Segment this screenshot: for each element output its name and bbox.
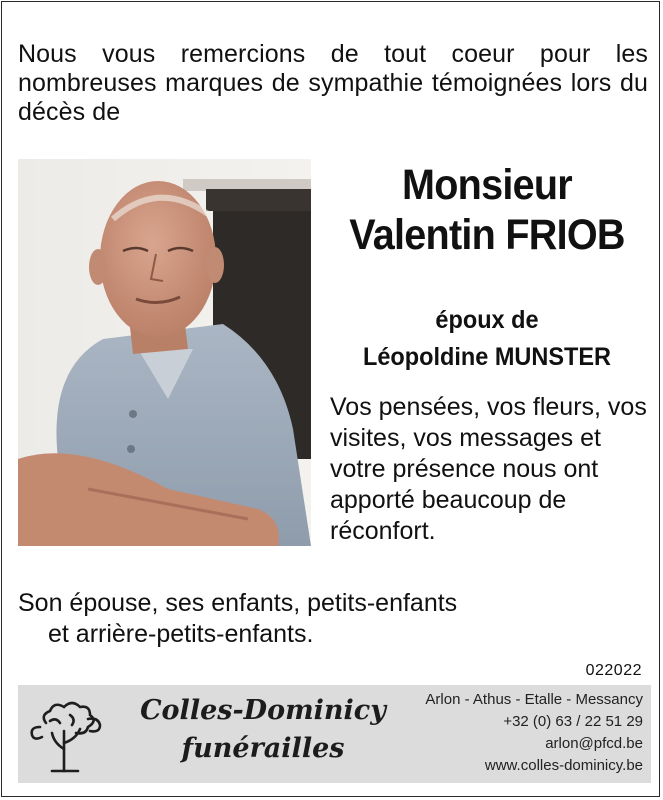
family-line-2: et arrière-petits-enfants. [48,620,314,648]
honorific: Monsieur [402,161,572,209]
brand-line-2: funérailles [181,733,345,764]
email-address: arlon@pfcd.be [545,735,643,752]
family-signature [18,588,618,650]
obituary-notice [1,1,660,797]
family-line-1: Son épouse, ses enfants, petits-enfants [18,589,458,617]
reference-number: 022022 [585,662,642,679]
thanks-message: Vos pensées, vos fleurs, vos visites, vos messages et votre présence nous ont apporté beaucoup de réconfort. [330,393,647,545]
website-url: www.colles-dominicy.be [484,757,643,774]
brand-name [118,693,408,769]
phone-number: +32 (0) 63 / 22 51 29 [503,713,643,730]
locations: Arlon - Athus - Etalle - Messancy [425,691,643,708]
full-name: Valentin FRIOB [349,211,625,259]
tree-logo-icon [26,697,106,778]
contact-info [393,689,643,777]
spouse-label: époux de [435,306,539,334]
funeral-home-footer [18,685,651,783]
portrait-photo [18,159,311,546]
spouse-info [317,302,657,376]
brand-line-1: Colles-Dominicy [140,695,386,726]
deceased-name [317,160,657,260]
intro-text: Nous vous remercions de tout coeur pour les nombreuses marques de sympathie témoignées lors du décès de [18,40,648,126]
spouse-name: Léopoldine MUNSTER [362,343,612,371]
